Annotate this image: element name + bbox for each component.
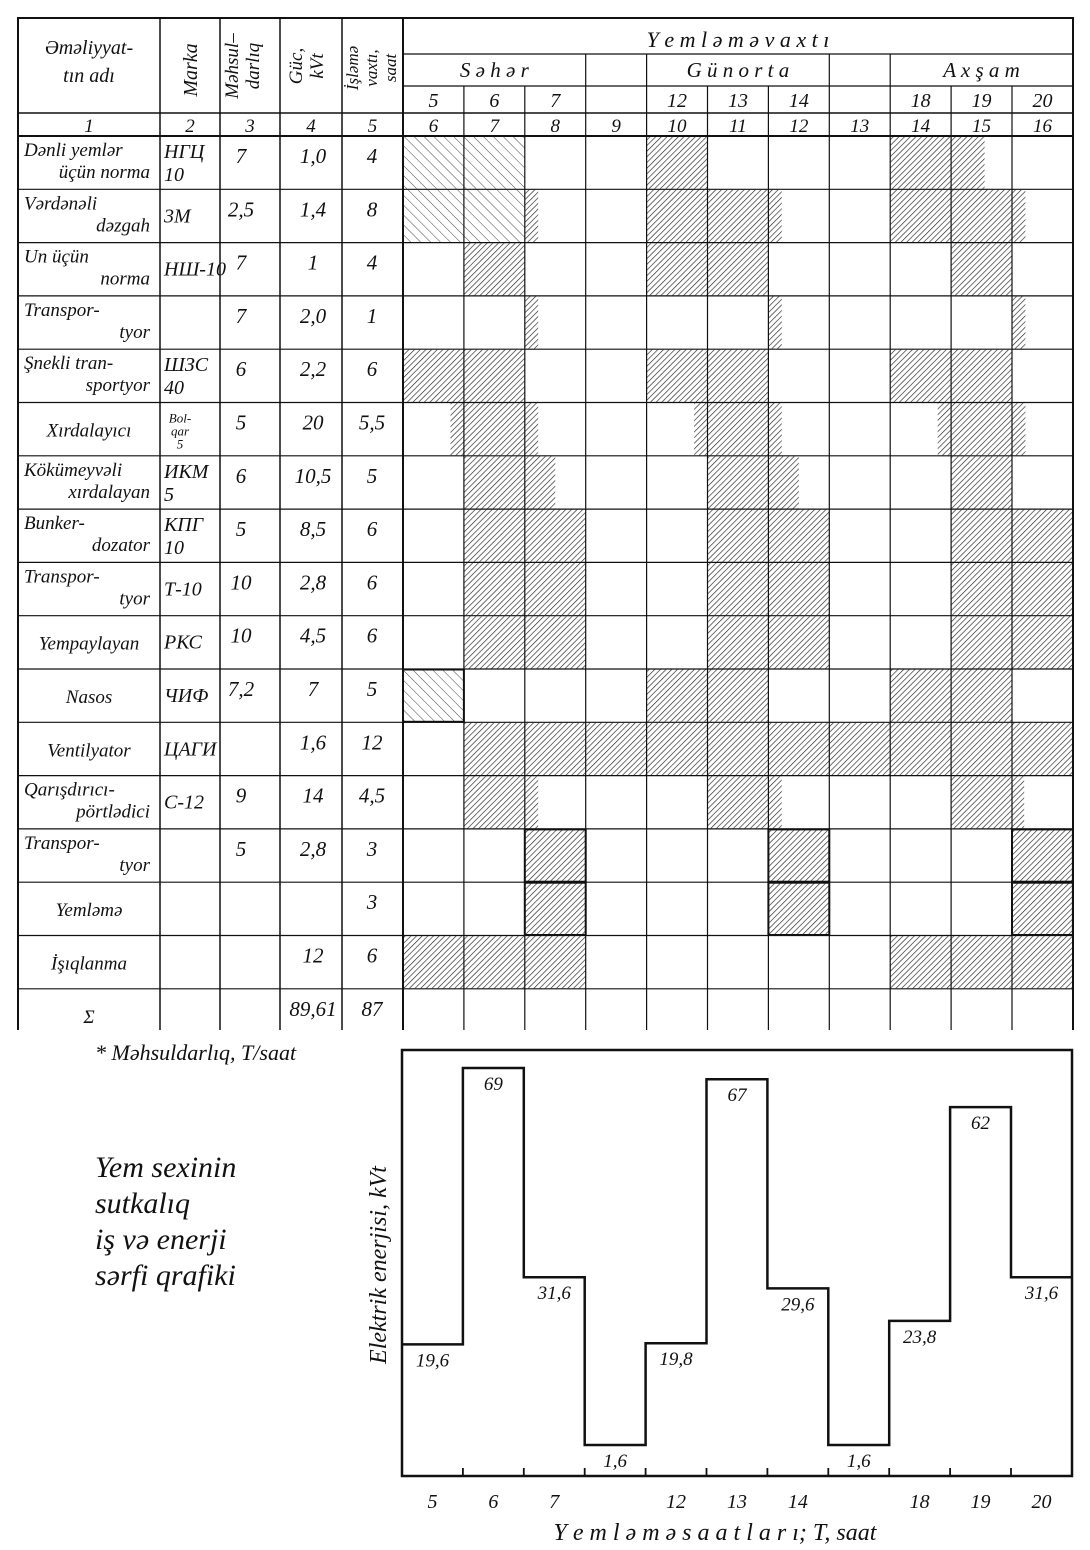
energy-y-axis-label-group: [366, 1165, 392, 1365]
row-13-name-1: Qarışdırıcı-: [24, 779, 115, 801]
energy-value-label-4: 1,6: [603, 1451, 628, 1473]
row-6-name-1: Xırdalayıcı: [46, 420, 132, 442]
row-7-marka-1: ИКМ: [164, 460, 209, 483]
energy-x-tick-label-11: 20: [1031, 1491, 1052, 1513]
row-14-power: 2,8: [299, 836, 327, 861]
schedule-bar-15-3: [1012, 883, 1073, 935]
energy-x-tick-label-1: 5: [427, 1491, 438, 1513]
row-5-productivity: 6: [235, 357, 247, 382]
row-9-marka-1: Т-10: [164, 578, 202, 601]
header-power-line-1: Güc,: [286, 47, 307, 85]
row-10-worktime: 6: [366, 623, 378, 648]
schedule-bar-6-2: [464, 403, 538, 455]
row-9-name-2: tyor: [119, 588, 150, 610]
row-5-marka-2: 40: [164, 377, 184, 400]
col-number-4: 4: [306, 116, 316, 137]
header-productivity-line-2: darlıq: [243, 42, 264, 90]
row-3-marka-1: НШ-10: [164, 258, 226, 281]
schedule-bar-3-3: [951, 243, 1012, 295]
header-worktime-line-3: saat: [381, 53, 400, 83]
header-hour-6: 13: [727, 90, 748, 112]
energy-step-chart: [0, 1040, 1090, 1550]
row-1-name-1: Dənli yemlər: [24, 140, 123, 161]
caption-line-4: sərfi qrafiki: [95, 1259, 236, 1292]
row-6-productivity: 5: [235, 410, 247, 435]
row-14-productivity: 5: [235, 836, 247, 861]
schedule-bar-13-2: [708, 776, 782, 828]
schedule-bar-7-3: [708, 456, 799, 508]
col-number-8: 8: [550, 116, 560, 137]
row-13-name-2: pörtlədici: [76, 801, 150, 823]
row-14-name-1: Transpor-: [24, 832, 100, 854]
header-hour-3: 7: [550, 90, 561, 112]
row-2-worktime: 8: [366, 197, 378, 222]
schedule-bar-14-3: [1012, 829, 1073, 881]
energy-x-tick-label-3: 7: [549, 1491, 560, 1513]
schedule-bar-7-4: [951, 456, 1012, 508]
row-11-power: 7: [307, 677, 319, 701]
header-power: [286, 48, 328, 84]
energy-y-axis-label: Elektrik enerjisi, kVt: [366, 1166, 392, 1364]
col-number-14: 14: [911, 116, 931, 137]
schedule-bar-6-1: [451, 403, 464, 455]
row-4-productivity: 7: [235, 303, 247, 328]
header-operation: Əməliyyat-: [44, 37, 134, 59]
header-hour-9: 18: [910, 90, 931, 112]
header-productivity: [222, 33, 264, 100]
col-number-10: 10: [667, 116, 687, 137]
energy-value-label-5: 19,8: [659, 1349, 693, 1371]
row-11-productivity: 7,2: [227, 677, 255, 701]
row-14-name-2: tyor: [119, 854, 150, 876]
header-power-line-2: kVt: [307, 53, 328, 79]
row-6-marka-3: 5: [176, 436, 184, 452]
caption-line-3: iş və enerji: [95, 1223, 227, 1256]
row-1-productivity: 7: [235, 144, 247, 168]
row-2-name-2: dəzgah: [96, 215, 150, 237]
row-10-name-1: Yempaylayan: [38, 633, 140, 655]
header-hour-5: 12: [667, 90, 688, 112]
schedule-bar-15-2: [768, 883, 829, 935]
row-13-worktime: 4,5: [358, 783, 386, 808]
schedule-bar-14-2: [768, 829, 829, 881]
row-10-marka-1: РКС: [164, 631, 202, 654]
col-number-16: 16: [1032, 116, 1052, 137]
row-9-power: 2,8: [299, 570, 327, 595]
header-marka: [180, 43, 202, 97]
row-12-power: 1,6: [299, 730, 327, 755]
row-5-name-1: Şnekli tran-: [24, 353, 114, 375]
header-hour-2: 6: [489, 90, 500, 112]
row-11-worktime: 5: [366, 677, 378, 701]
row-10-productivity: 10: [230, 623, 252, 648]
schedule-bar-16-1: [403, 936, 586, 988]
row-4-worktime: 1: [366, 303, 378, 328]
schedule-bar-4-2: [768, 296, 781, 348]
schedule-bar-15-1: [525, 883, 586, 935]
row-12-marka-1: ЦАГИ: [164, 738, 217, 761]
row-3-name-2: norma: [100, 268, 150, 290]
row-16-name-1: İşıqlanma: [51, 953, 127, 975]
energy-x-tick-label-9: 18: [909, 1491, 930, 1513]
energy-x-tick-label-5: 12: [666, 1491, 687, 1513]
row-6-power: 20: [302, 410, 324, 435]
energy-value-label-11: 31,6: [1024, 1283, 1059, 1305]
row-17-worktime: 87: [361, 996, 383, 1021]
col-number-2: 2: [185, 116, 195, 137]
row-8-worktime: 6: [366, 517, 378, 542]
energy-value-label-7: 29,6: [781, 1294, 815, 1316]
row-8-marka-2: 10: [164, 537, 184, 560]
energy-value-label-3: 31,6: [537, 1283, 571, 1305]
schedule-bar-4-3: [1012, 296, 1025, 348]
schedule-bar-4-1: [525, 296, 538, 348]
row-7-name-2: xırdalayan: [68, 481, 150, 503]
col-number-5: 5: [367, 116, 378, 137]
energy-x-tick-label-10: 19: [970, 1491, 991, 1513]
row-7-productivity: 6: [235, 463, 247, 488]
schedule-bar-2-6: [1012, 190, 1025, 242]
row-5-marka-1: ШЗС: [164, 354, 209, 377]
row-8-power: 8,5: [299, 517, 327, 542]
row-12-worktime: 12: [361, 730, 383, 755]
row-5-worktime: 6: [366, 357, 378, 382]
row-1-name-2: üçün norma: [58, 162, 150, 183]
row-17-name-1: Σ: [83, 1006, 95, 1028]
row-15-name-1: Yemləmə: [55, 900, 123, 922]
row-3-power: 1: [307, 250, 319, 275]
row-8-name-1: Bunker-: [24, 513, 85, 535]
energy-x-tick-label-6: 13: [726, 1491, 747, 1513]
row-14-worktime: 3: [366, 836, 378, 861]
row-7-worktime: 5: [366, 463, 378, 488]
energy-value-label-6: 67: [727, 1085, 747, 1107]
energy-value-label-8: 1,6: [846, 1451, 871, 1473]
row-6-marka-1: Bol-: [168, 410, 192, 426]
col-number-3: 3: [245, 116, 255, 137]
schedule-bar-7-1: [464, 456, 525, 508]
row-1-worktime: 4: [366, 144, 378, 168]
row-7-marka-2: 5: [164, 483, 174, 506]
schedule-bar-3-1: [464, 243, 525, 295]
col-number-11: 11: [729, 116, 747, 137]
header-hour-1: 5: [428, 90, 439, 112]
row-3-worktime: 4: [366, 250, 378, 275]
row-13-marka-1: С-12: [164, 791, 204, 814]
row-11-name-1: Nasos: [65, 687, 113, 708]
row-1-marka-1: НГЦ: [164, 141, 205, 163]
row-7-name-1: Kökümeyvəli: [24, 459, 123, 481]
schedule-bar-6-4: [708, 403, 782, 455]
energy-x-axis-label: Y e m l ə m ə s a a t l a r ı; T, saat: [553, 1520, 877, 1546]
schedule-bar-2-4: [768, 190, 781, 242]
row-5-power: 2,2: [299, 357, 327, 382]
row-4-power: 2,0: [299, 303, 327, 328]
row-6-worktime: 5,5: [358, 410, 386, 435]
schedule-bar-6-3: [694, 403, 707, 455]
energy-value-label-1: 19,6: [415, 1350, 450, 1372]
energy-value-label-10: 62: [971, 1113, 991, 1135]
row-9-productivity: 10: [230, 570, 252, 595]
row-2-productivity: 2,5: [227, 197, 255, 222]
schedule-bar-11-1: [403, 670, 464, 722]
row-2-power: 1,4: [299, 197, 327, 222]
row-15-worktime: 3: [366, 890, 378, 915]
schedule-bar-14-1: [525, 829, 586, 881]
col-number-15: 15: [972, 116, 992, 137]
row-16-power: 12: [302, 943, 324, 968]
header-hour-10: 19: [971, 90, 992, 112]
energy-x-tick-label-2: 6: [488, 1491, 499, 1513]
col-number-13: 13: [850, 116, 870, 137]
row-13-productivity: 9: [235, 783, 247, 808]
row-7-power: 10,5: [294, 463, 332, 488]
schedule-bar-13-3: [951, 776, 1024, 828]
row-3-productivity: 7: [235, 250, 247, 275]
schedule-bar-7-2: [525, 456, 555, 508]
col-number-6: 6: [428, 116, 439, 137]
row-12-name-1: Ventilyator: [47, 740, 131, 762]
row-4-name-2: tyor: [119, 321, 150, 343]
row-8-marka-1: КПГ: [164, 514, 204, 537]
row-9-name-1: Transpor-: [24, 566, 100, 588]
header-group-3: A x ş a m: [943, 58, 1020, 82]
row-13-power: 14: [302, 783, 324, 808]
row-6-marka-2: qar: [170, 423, 190, 439]
productivity-note: * Məhsuldarlıq, T/saat: [95, 1040, 297, 1065]
schedule-bar-1-3: [890, 137, 951, 189]
col-number-1: 1: [84, 116, 94, 137]
header-time-title: Y e m l ə m ə v a x t ı: [646, 27, 830, 52]
row-17-power: 89,61: [289, 996, 337, 1021]
schedule-bar-1-4: [951, 137, 984, 189]
schedule-bar-13-1: [464, 776, 538, 828]
row-1-power: 1,0: [299, 144, 327, 168]
row-1-marka-2: 10: [164, 164, 184, 186]
header-hour-7: 14: [788, 90, 809, 112]
caption-line-1: Yem sexinin: [95, 1151, 237, 1184]
schedule-bar-2-2: [525, 190, 538, 242]
row-10-power: 4,5: [299, 623, 327, 648]
schedule-bar-6-5: [938, 403, 951, 455]
energy-x-tick-label-7: 14: [787, 1491, 808, 1513]
col-number-12: 12: [789, 116, 809, 137]
header-worktime-line-2: vaxtı,: [362, 49, 381, 87]
col-number-7: 7: [489, 116, 500, 137]
row-8-productivity: 5: [235, 517, 247, 542]
energy-value-label-2: 69: [483, 1074, 503, 1095]
header-operation-2: tın adı: [63, 65, 115, 87]
row-2-marka-1: 3М: [164, 205, 191, 228]
row-9-worktime: 6: [366, 570, 378, 595]
header-hour-11: 20: [1032, 90, 1053, 112]
header-worktime-line-1: İşləmə: [343, 45, 362, 91]
energy-value-label-9: 23,8: [903, 1326, 937, 1348]
schedule-bar-1-2: [647, 137, 708, 189]
row-3-name-1: Un üçün: [24, 246, 89, 268]
schedule-bar-16-2: [890, 936, 1073, 988]
header-marka-line-1: Marka: [180, 43, 202, 97]
header-worktime: [343, 45, 400, 91]
row-4-name-1: Transpor-: [24, 299, 100, 321]
row-16-worktime: 6: [366, 943, 378, 968]
caption-line-2: sutkalıq: [95, 1187, 190, 1220]
header-productivity-line-1: Məhsul–: [222, 33, 243, 99]
col-number-9: 9: [611, 116, 621, 137]
row-11-marka-1: ЧИФ: [164, 685, 209, 707]
header-group-2: G ü n o r t a: [686, 58, 790, 82]
row-8-name-2: dozator: [91, 535, 150, 557]
schedule-bar-6-6: [951, 403, 1025, 455]
row-5-name-2: sportyor: [85, 375, 150, 397]
header-group-1: S ə h ə r: [459, 58, 529, 82]
row-2-name-1: Vərdənəli: [24, 193, 98, 215]
